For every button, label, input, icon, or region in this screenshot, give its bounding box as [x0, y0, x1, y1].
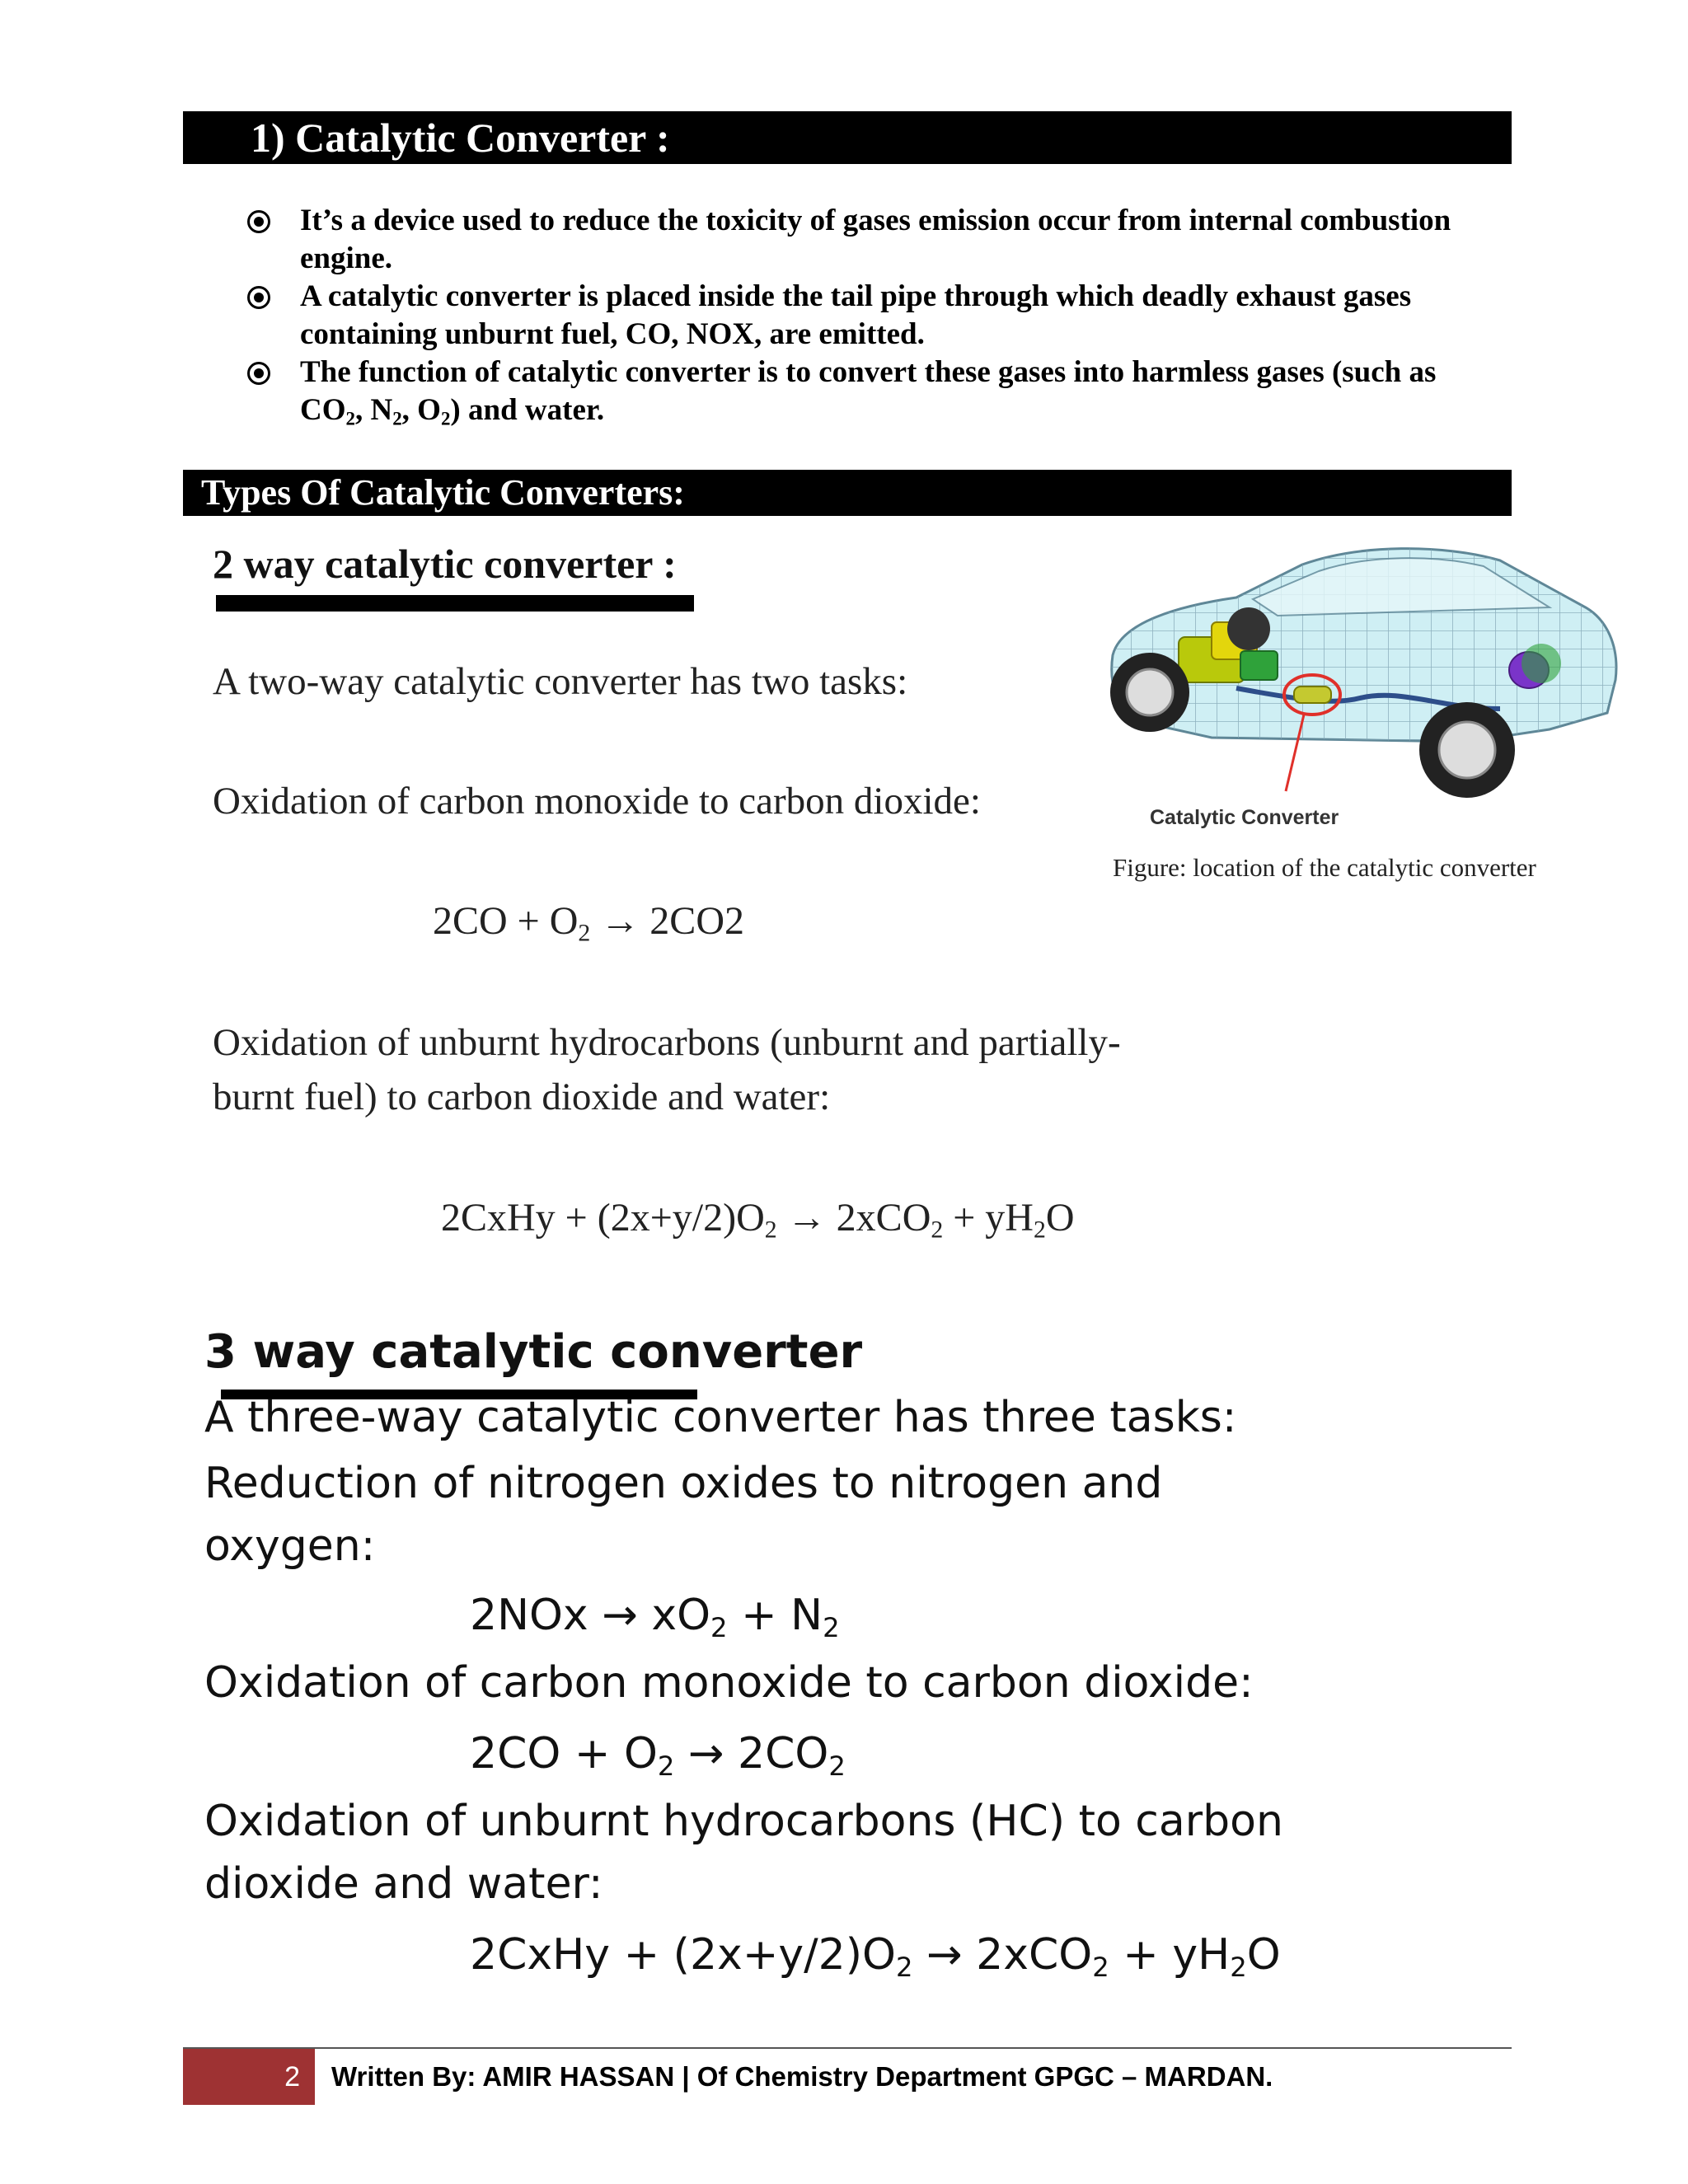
converter-unit [1294, 687, 1331, 703]
bullet-text: A catalytic converter is placed inside the tail pipe through which deadly exhaust gases containing unburnt fuel, CO, NOX, are emitted. [300, 279, 1412, 351]
bullet-text: It’s a device used to reduce the toxicity of gases emission occur from internal combustion engine. [300, 204, 1451, 275]
list-item [247, 278, 1467, 354]
footer-author-text: Written By: AMIR HASSAN | Of Chemistry Department GPGC – MARDAN. [331, 2061, 1273, 2092]
page-number: 2 [183, 2049, 315, 2105]
three-way-intro: A three-way catalytic converter has three tasks: [204, 1393, 1237, 1442]
list-item [247, 354, 1467, 429]
section-title-bar [183, 111, 1512, 164]
three-way-task2: Oxidation of carbon monoxide to carbon dioxide: [204, 1658, 1254, 1708]
bullet-list [247, 202, 1467, 429]
figure-caption: Figure: location of the catalytic converter [1113, 853, 1536, 882]
types-title: Types Of Catalytic Converters: [201, 472, 685, 513]
figure-label: Catalytic Converter [1150, 806, 1339, 829]
three-way-task3-line2: dioxide and water: [204, 1859, 603, 1909]
two-way-task2-line1: Oxidation of unburnt hydrocarbons (unburnt and partially- [213, 1021, 1121, 1064]
two-way-equation-2: 2CxHy + $(2x+y/2)O_2 \to 2xCO_2 + yH_2O$ [441, 1196, 1075, 1244]
three-way-equation-3: 2CxHy + $(2x+y/2)O_2 \to 2xCO_2 + yH_2O$ [470, 1930, 1281, 1984]
three-way-task1-line2: oxygen: [204, 1521, 376, 1571]
bullet-circle-icon [247, 286, 270, 309]
two-way-intro: A two-way catalytic converter has two tasks: [213, 660, 908, 703]
two-way-task1: Oxidation of carbon monoxide to carbon dioxide: [213, 780, 981, 823]
types-title-bar [183, 470, 1512, 516]
three-way-heading: 3 way catalytic converter [204, 1325, 863, 1379]
two-way-underline [216, 595, 694, 612]
front-wheel [1110, 653, 1189, 732]
three-way-equation-1: $2NOx \to xO_2 + N_2$ [470, 1591, 840, 1644]
bullet-circle-icon [247, 210, 270, 233]
three-way-task1-line1: Reduction of nitrogen oxides to nitrogen and [204, 1459, 1163, 1508]
rear-wheel [1419, 702, 1515, 798]
three-way-equation-2: $2CO + O_2 \to 2CO_2$ [470, 1729, 846, 1783]
bullet-circle-icon [247, 362, 270, 385]
two-way-equation-1: $2CO + O_2 \to 2CO2$ [433, 899, 744, 947]
bullet-text: The function of catalytic converter is to convert these gases into harmless gases (such as $CO_2$, $N_2$, $O_2$) and water. [300, 355, 1437, 429]
list-item [247, 202, 1467, 278]
two-way-heading: 2 way catalytic converter : [213, 541, 677, 587]
car-wireframe-figure [1088, 540, 1624, 841]
front-wheel-far [1227, 607, 1270, 650]
three-way-task3-line1: Oxidation of unburnt hydrocarbons (HC) to carbon [204, 1797, 1283, 1846]
section-title: 1) Catalytic Converter : [251, 115, 670, 161]
rear-wheel-far [1522, 644, 1561, 683]
two-way-task2-line2: burnt fuel) to carbon dioxide and water: [213, 1076, 831, 1118]
